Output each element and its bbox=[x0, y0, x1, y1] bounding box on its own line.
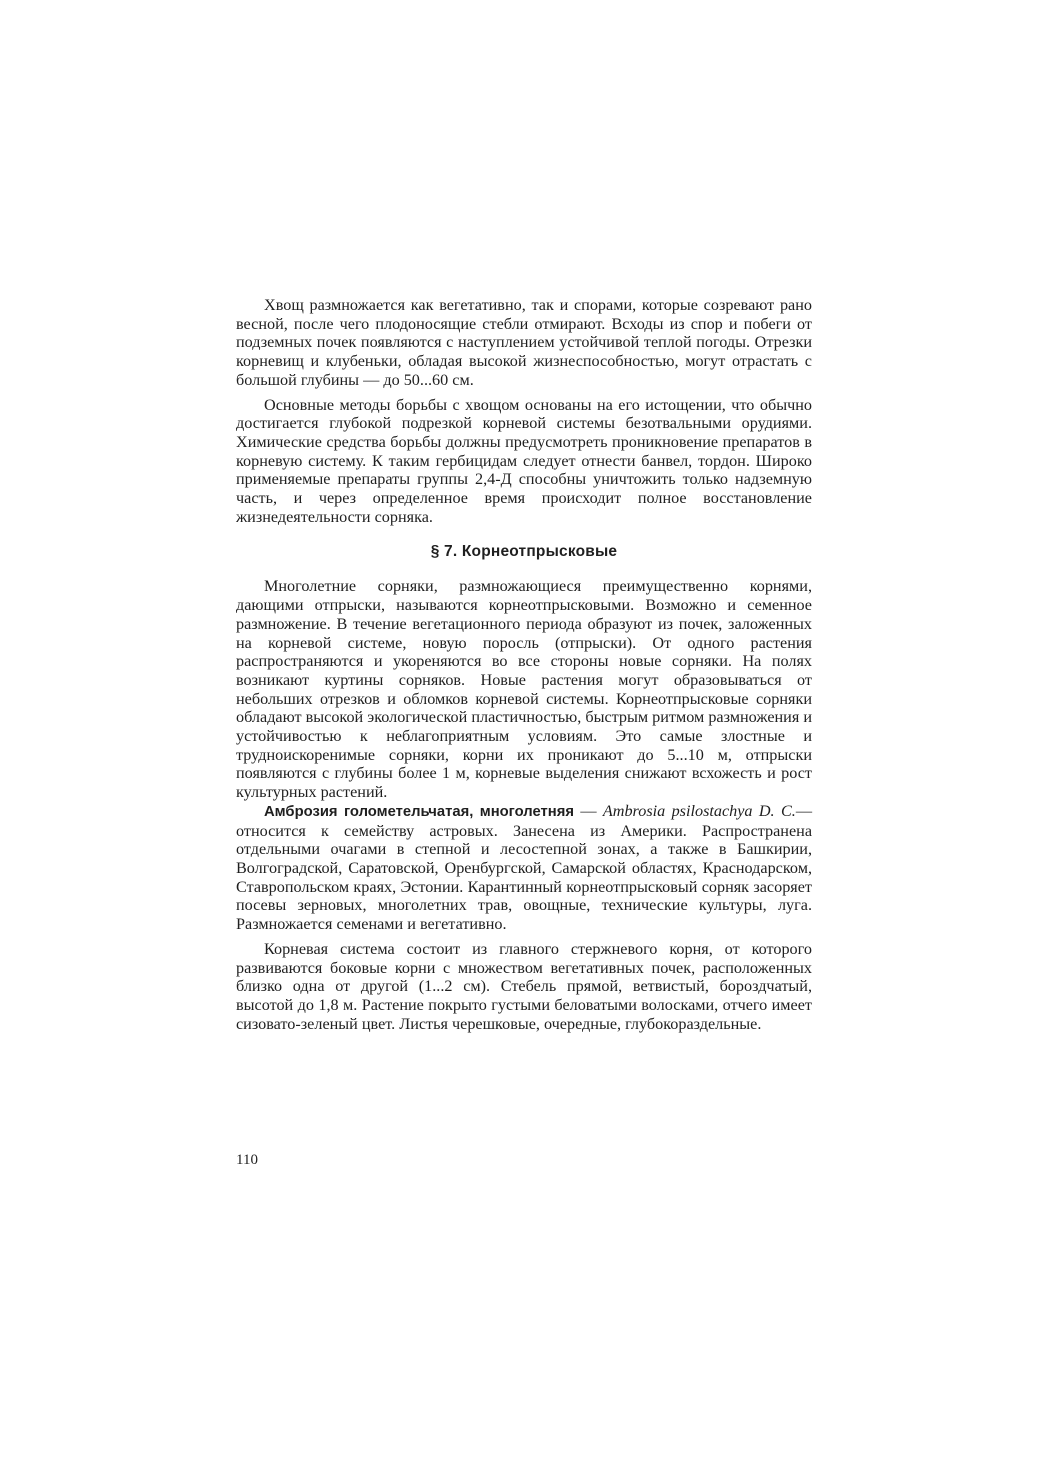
page-body bbox=[236, 296, 812, 1033]
paragraph-horsetail-control: Основные методы борьбы с хвощом основаны на его истощении, что обычно достигается глубокой подрезкой корневой системы безотвальными орудиями. Химические средства борьбы должны предусмотреть проникновение препаратов в корневую систему. К таким гербицидам следует отнести банвел, тордон. Широко применяемые препараты группы 2,4-Д способны уничтожить только надземную часть, и через определенное время происходит полное восстановление жизнедеятельности сорняка. bbox=[236, 395, 812, 526]
paragraph-horsetail-reproduction: Хвощ размножается как вегетативно, так и спорами, которые созревают рано весной, после чего плодоносящие стебли отмирают. Всходы из спор и побеги от подземных почек появляются с наступлением устойчивой теплой погоды. Отрезки корневищ и клубеньки, обладая высокой жизнеспособностью, могут отрастать с большой глубины — до 50...60 см. bbox=[236, 296, 812, 389]
paragraph-root-sprouting-intro: Многолетние сорняки, размножающиеся преимущественно корнями, дающими отпрыски, называются корнеотпрысковыми. Возможно и семенное размножение. В течение вегетационного периода образуют из почек, заложенных на корневой системе, новую поросль (отпрыски). От одного растения распространяются и укореняются во все стороны новые сорняки. На полях возникают куртины сорняков. Новые растения могут образовываться от небольших отрезков и обломков корневой системы. Корнеотпрысковые сорняки обладают высокой экологической пластичностью, быстрым ритмом размножения и устойчивостью к неблагоприятным условиям. Это самые злостные и трудноискоренимые сорняки, корни их проникают до 5...10 м, отпрыски появляются с глубины более 1 м, корневые выделения снижают всхожесть и рост культурных растений. bbox=[236, 577, 812, 802]
ambrosia-term: Амброзия голометельчатая, многолетняя bbox=[264, 803, 574, 820]
page-number: 110 bbox=[236, 1152, 258, 1168]
ambrosia-description: — относится к семейству астровых. Занесена из Америки. Распространена отдельными очагами в степной и лесостепной зонах, а также в Башкирии, Волгоградской, Саратовской, Оренбургской, Самарской областях, Краснодарском, Ставропольском краях, Эстонии. Карантинный корнеотпрысковый сорняк засоряет посевы зерновых, многолетних трав, овощные, технические культуры, луга. Размножается семенами и вегетативно. bbox=[236, 801, 812, 934]
section-heading: § 7. Корнеотпрысковые bbox=[430, 543, 618, 561]
ambrosia-dash: — bbox=[574, 801, 603, 820]
ambrosia-latin-name: Ambrosia psilostachya D. C. bbox=[602, 801, 796, 820]
paragraph-root-system: Корневая система состоит из главного стержневого корня, от которого развиваются боковые корни с множеством вегетативных почек, расположенных близко одна от другой (1...2 см). Стебель прямой, ветвистый, бороздчатый, высотой до 1,8 м. Растение покрыто густыми беловатыми волосками, отчего имеет сизовато-зеленый цвет. Листья черешковые, очередные, глубокораздельные. bbox=[236, 939, 812, 1033]
paragraph-ambrosia bbox=[236, 802, 812, 934]
